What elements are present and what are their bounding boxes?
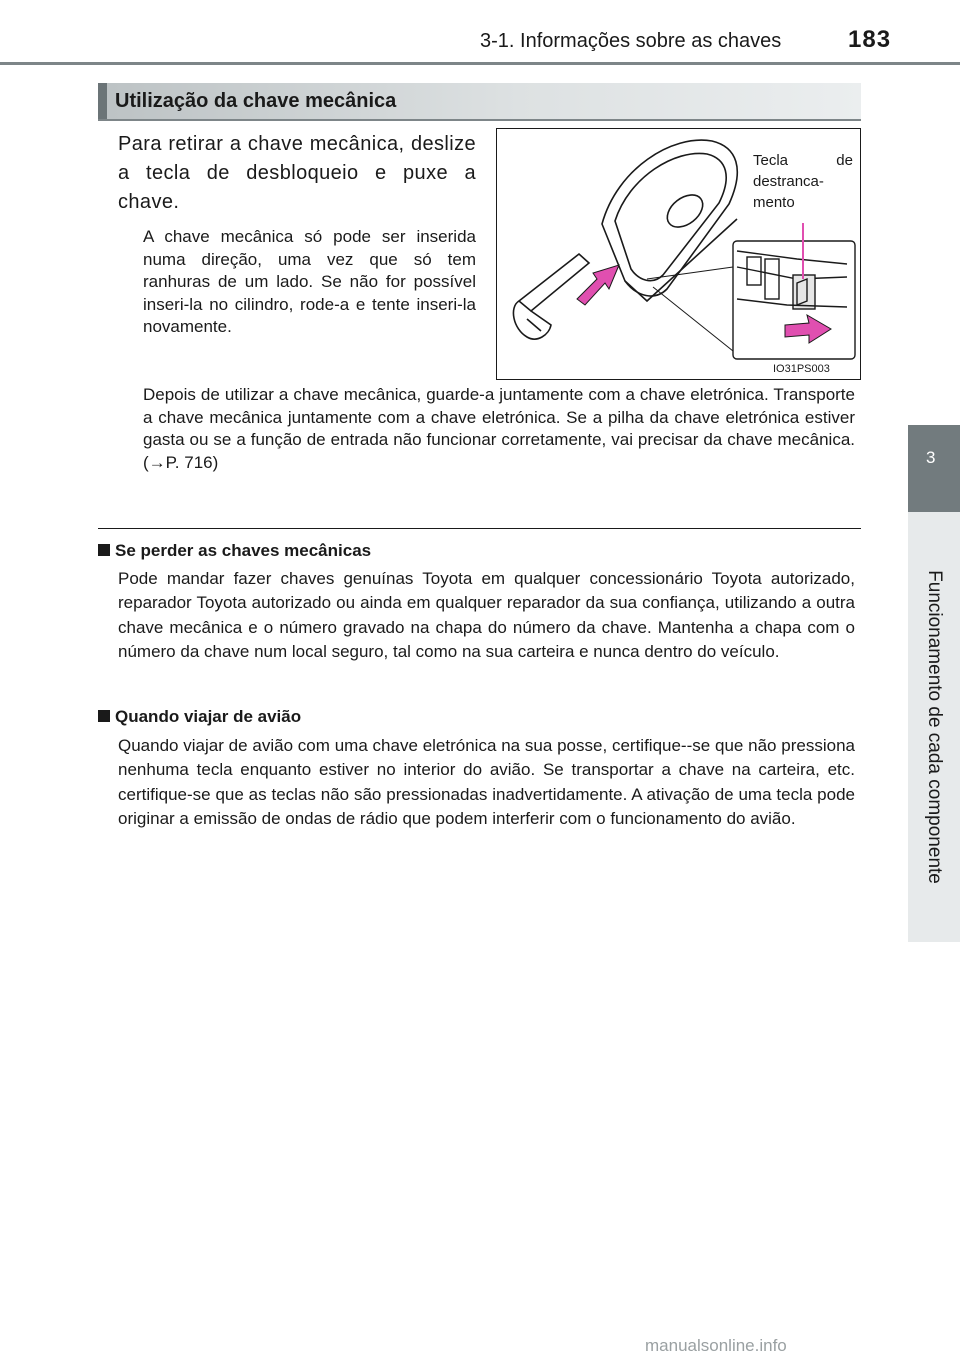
leader-lines	[647, 267, 733, 351]
section-heading-bar	[98, 83, 861, 121]
inset-detail	[733, 241, 855, 359]
square-bullet-icon	[98, 544, 110, 556]
subsection-heading-lost-keys	[98, 541, 371, 561]
subsection-heading-text: Se perder as chaves mecânicas	[115, 541, 372, 560]
note-text: A chave mecânica só pode ser inserida numa direção, uma vez que só tem ranhuras de um lado. Se não for possível inseri-la no cilindro, rode-a e tente inseri-la novamente.	[143, 227, 476, 337]
section-heading-accent	[98, 83, 107, 119]
subsection-heading-text: Quando viajar de avião	[115, 707, 302, 726]
key-fob-drawing	[602, 140, 737, 301]
running-header-title: 3-1. Informações sobre as chaves	[480, 30, 782, 52]
section-title: Utilização da chave mecânica	[115, 90, 397, 112]
section-divider	[98, 528, 861, 529]
header-rule	[0, 62, 960, 65]
mechanical-key-drawing	[513, 254, 589, 339]
page-number: 183	[848, 26, 892, 53]
figure-code: IO31PS003	[773, 363, 830, 375]
paragraph-text: Depois de utilizar a chave mecânica, guarde-a juntamente com a chave eletrónica. Transporte a chave mecânica juntamente com a chave eletrónica. Se a pilha da chave eletrónica estiver gasta ou se a função de entrada não funcionar corretamente, vai precisar da chave mecânica. (→P. 716)	[143, 385, 855, 472]
square-bullet-icon	[98, 710, 110, 722]
watermark: manualsonline.info	[645, 1336, 787, 1355]
subsection-body-flight: Quando viajar de avião com uma chave eletrónica na sua posse, certifique--se que não pressiona nenhuma tecla enquanto estiver no interior do avião. Se transportar a chave na carteira, etc. certifique-se que as teclas não são pressionadas inadvertidamente. A ativação de uma tecla pode originar a emissão de ondas de rádio que podem interferir com o funcionamento do avião.	[118, 736, 855, 829]
chapter-tab	[908, 425, 960, 512]
intro-text: Para retirar a chave mecânica, deslize a tecla de desbloqueio e puxe a chave.	[118, 133, 476, 213]
subsection-body-lost-keys: Pode mandar fazer chaves genuínas Toyota em qualquer concessionário Toyota autorizado, reparador Toyota autorizado ou ainda em qualquer reparador da sua confiança, utilizando a outra chave mecânica e o número gravado na chapa do número da chave. Mantenha a chapa com o número da chave num local seguro, tal como na sua carteira e nunca dentro do veículo.	[118, 569, 855, 662]
chapter-title: Funcionamento de cada componente	[924, 570, 945, 884]
callout-label: Tecla de destranca-mento	[753, 152, 853, 211]
pull-arrow-icon	[577, 265, 619, 305]
subsection-heading-flight	[98, 707, 301, 727]
key-figure	[496, 128, 861, 380]
chapter-number: 3	[926, 448, 936, 467]
